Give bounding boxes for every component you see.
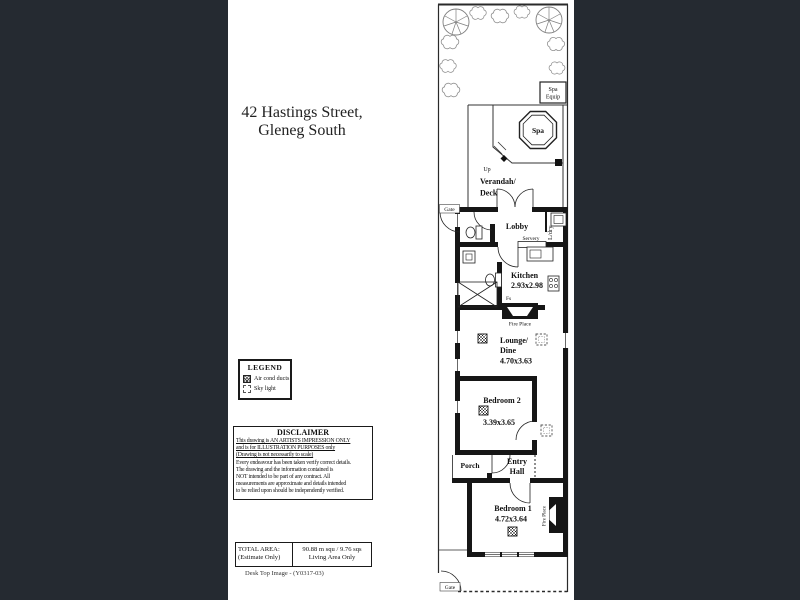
label-fs: Fs bbox=[506, 296, 512, 302]
total-area-value: 90.88 m squ / 9.76 sqs bbox=[302, 545, 362, 553]
label-servery: Servery bbox=[522, 236, 540, 242]
legend-item-label: Air cond ducts bbox=[254, 375, 290, 382]
spa-equip-label: Equip bbox=[545, 94, 561, 101]
total-area-label: TOTAL AREA: bbox=[238, 545, 280, 553]
sky-light-icon bbox=[536, 334, 547, 345]
legend-item-air-ducts bbox=[243, 375, 290, 383]
air-duct-icon bbox=[478, 334, 487, 343]
disclaimer-line: and is for ILLUSTRATION PURPOSES only bbox=[236, 445, 336, 452]
property-address bbox=[232, 104, 372, 141]
legend-box bbox=[238, 359, 292, 400]
label-kitchen-dims: 2.93x2.98 bbox=[511, 281, 543, 290]
label-lounge: Lounge/ bbox=[500, 336, 529, 345]
label-dine: Dine bbox=[500, 346, 516, 355]
spa-equipment-box bbox=[540, 82, 566, 103]
door-arcs bbox=[440, 189, 535, 591]
step-marker bbox=[501, 155, 508, 162]
label-fireplace-bed1: Fire Place bbox=[542, 505, 548, 527]
disclaimer-line: This drawing is AN ARTISTS IMPRESSION ONLY bbox=[236, 438, 351, 444]
disclaimer-box bbox=[233, 426, 373, 500]
label-lounge-dims: 4.70x3.63 bbox=[500, 356, 532, 366]
legend-title: LEGEND bbox=[247, 363, 283, 372]
fixtures bbox=[458, 213, 566, 536]
total-area-sublabel: (Estimate Only) bbox=[238, 554, 281, 561]
spa-equip-label: Spa bbox=[548, 87, 558, 93]
disclaimer-line: The drawing and the information contained is bbox=[236, 466, 334, 473]
verandah-deck bbox=[468, 105, 567, 207]
label-bedroom1-dims: 4.72x3.64 bbox=[495, 514, 527, 524]
disclaimer-line: measurements are approximate and details intended bbox=[236, 481, 347, 488]
address-line1: 42 Hastings Street, bbox=[241, 104, 363, 121]
air-duct-icon bbox=[508, 527, 517, 536]
spa-label: Spa bbox=[531, 126, 545, 135]
sky-light-icon bbox=[243, 385, 251, 393]
label-entry: Entry bbox=[507, 457, 527, 466]
up-label: Up bbox=[483, 167, 491, 173]
air-duct-icon bbox=[243, 375, 251, 383]
label-kitchen: Kitchen bbox=[511, 271, 539, 280]
deck-label: Deck bbox=[480, 188, 498, 198]
label-bedroom2: Bedroom 2 bbox=[483, 396, 521, 405]
disclaimer-title: DISCLAIMER bbox=[276, 428, 329, 437]
label-gate-rear: Gate bbox=[444, 585, 456, 591]
label-hall: Hall bbox=[509, 467, 525, 476]
disclaimer-line: (Drawing is not necessarily to scale) bbox=[236, 452, 314, 459]
legend-item-sky-light bbox=[243, 385, 290, 393]
label-porch: Porch bbox=[460, 461, 480, 470]
disclaimer-line: NOT intended to be part of any contract. All bbox=[236, 474, 330, 481]
disclaimer-line: Every endeavour has been taken verify correct details. bbox=[236, 459, 352, 466]
total-area-value-cell bbox=[293, 543, 371, 566]
label-gate-side: Gate bbox=[444, 207, 455, 213]
total-area-label-cell bbox=[236, 543, 293, 566]
verandah-label: Verandah/ bbox=[480, 177, 516, 186]
label-bedroom2-dims: 3.39x3.65 bbox=[483, 418, 515, 427]
floorplan-svg bbox=[435, 0, 575, 600]
total-area-note: Living Area Only bbox=[308, 554, 356, 561]
sky-light-icon bbox=[541, 425, 552, 436]
disclaimer-line: to be relied upon should be independently verified. bbox=[236, 488, 344, 495]
label-lobby: Lobby bbox=[505, 222, 529, 231]
label-bedroom1: Bedroom 1 bbox=[494, 504, 532, 513]
label-fireplace-lounge: Fire Place bbox=[508, 321, 532, 328]
image-reference: Desk Top Image - (Y0317-03) bbox=[245, 570, 324, 577]
air-duct-icon bbox=[479, 406, 488, 415]
address-line2: Gleneg South bbox=[258, 122, 346, 140]
label-laundry: L/dry bbox=[547, 225, 554, 240]
legend-item-label: Sky light bbox=[254, 386, 276, 392]
total-area-box bbox=[235, 542, 372, 567]
